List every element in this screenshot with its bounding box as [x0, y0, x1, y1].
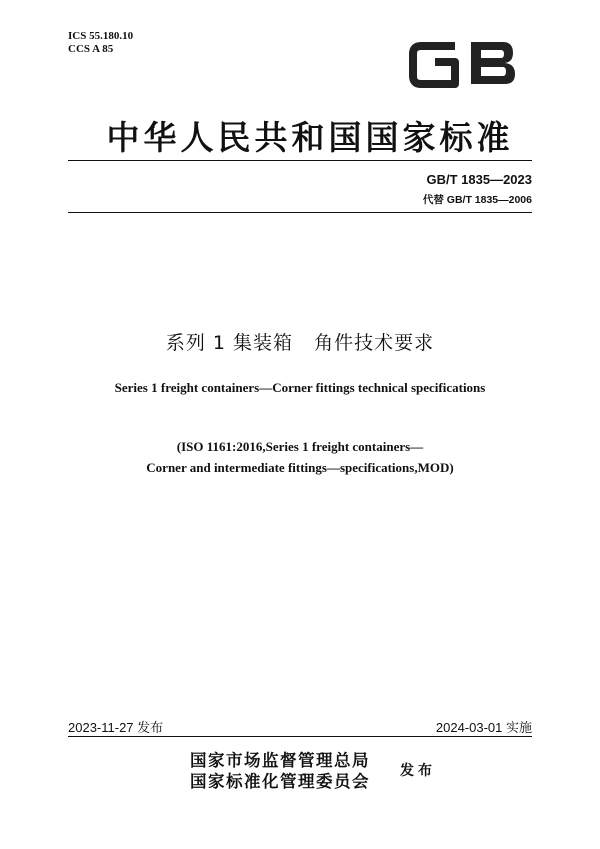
issuer-samr: 国家市场监督管理总局 [190, 751, 370, 770]
header-divider [68, 160, 532, 161]
number-divider [68, 212, 532, 213]
issuer-sac: 国家标准化管理委员会 [190, 772, 370, 791]
iso-reference-line-1: (ISO 1161:2016,Series 1 freight containers— [176, 439, 424, 454]
implementation-date: 2024-03-01 实施 [435, 720, 532, 735]
iso-reference-line-2: Corner and intermediate fittings—specifications,MOD) [146, 460, 454, 475]
national-standard-title: 中华人民共和国国家标准 [106, 118, 514, 157]
chinese-title: 系列 1 集装箱 角件技术要求 [165, 332, 435, 354]
standard-number: GB/T 1835—2023 [426, 172, 532, 187]
classification-codes [68, 30, 133, 56]
gb-logo-icon [407, 34, 523, 92]
english-title: Series 1 freight containers—Corner fittings technical specifications [114, 380, 486, 395]
issuing-authorities [190, 750, 370, 792]
footer-divider [68, 736, 532, 737]
publish-label: 发布 [400, 763, 436, 779]
ccs-code: CCS A 85 [68, 43, 114, 55]
replaced-standard: 代替 GB/T 1835—2006 [422, 194, 532, 206]
iso-reference [40, 436, 560, 478]
issue-date: 2023-11-27 发布 [68, 720, 164, 735]
ics-code: ICS 55.180.10 [68, 30, 134, 42]
